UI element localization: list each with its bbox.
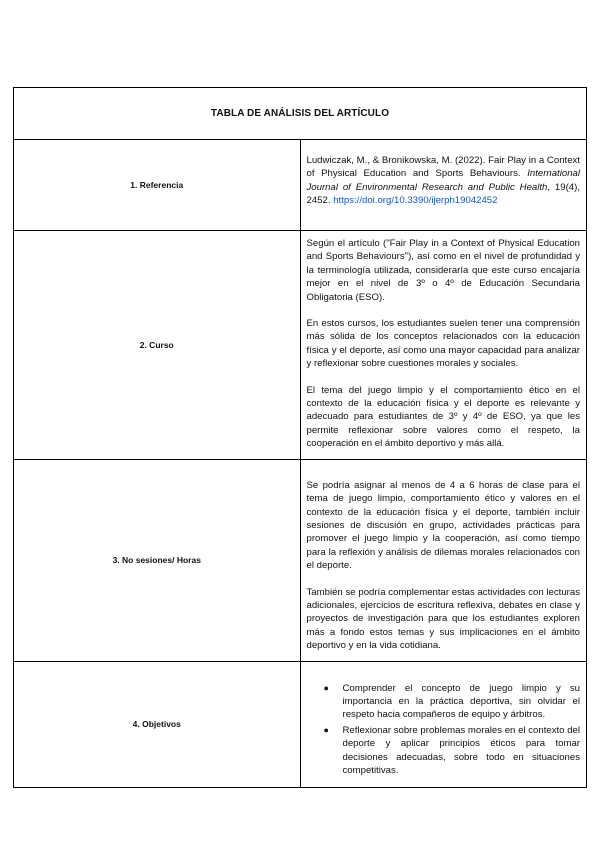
citation-tail: , 19(4), 2452. — [306, 181, 580, 207]
label-objetivos: 4. Objetivos — [14, 661, 301, 788]
objective-text-2: Reflexionar sobre problemas morales en el contexto del deporte y aplicar principios éticos para tomar decisiones adecuadas, sobre todo en situaciones competitivas. — [342, 724, 580, 776]
table-row-objetivos — [14, 661, 587, 788]
sesiones-paragraph-1: Se podría asignar al menos de 4 a 6 horas de clase para el tema de juego limpio, comportamiento ético y valores en el contexto de la educación física y el deporte, también incluir sesiones de discusión en grupo, actividades prácticas para promover el juego limpio y la cooperación, así como tiempo para la reflexión y análisis de dilemas morales relacionados con el deporte. — [306, 479, 580, 572]
list-item — [323, 724, 581, 778]
objective-text-1: Comprender el concepto de juego limpio y su importancia en la práctica deportiva, sin olvidar el respeto hacia compañeros de equipo y árbitros. — [342, 682, 580, 721]
curso-paragraph-1: Según el artículo ("Fair Play in a Context of Physical Education and Sports Behaviours"), así como en el nivel de profundidad y la terminología utilizada, consideraría que este curso encajaría mejor en el nivel de 3º o 4º de Educación Secundaria Obligatoria (ESO). — [306, 238, 580, 303]
table-row-referencia — [14, 140, 587, 231]
objectives-list — [307, 682, 581, 778]
bullet-icon: ● — [323, 724, 329, 735]
table-title: TABLA DE ANÁLISIS DEL ARTÍCULO — [14, 88, 587, 140]
analysis-table — [13, 87, 587, 788]
label-referencia: 1. Referencia — [14, 140, 301, 231]
content-sesiones — [300, 459, 587, 661]
content-curso — [300, 231, 587, 460]
content-referencia — [300, 140, 587, 231]
list-item — [323, 682, 581, 722]
sesiones-paragraph-2: También se podría complementar estas actividades con lecturas adicionales, ejercicios de escritura reflexiva, debates en clase y proyectos de investigación para que los estudiantes exploren más a fondo estos temas y sus implicaciones en el ámbito deportivo y en la vida cotidiana. — [306, 586, 580, 652]
citation-main: Ludwiczak, M., & Bronikowska, M. (2022). Fair Play in a Context of Physical Education and Sports Behaviours. — [306, 155, 580, 180]
citation-journal: International Journal of Environmental Research and Public Health — [306, 168, 580, 193]
curso-paragraph-3: El tema del juego limpio y el comportamiento ético en el contexto de la educación física y el deporte es relevante y adecuado para estudiantes de 3º y 4º de ESO, ya que les permite reflexionar sobre valores como el respeto, la cooperación en el ámbito deportivo y más allá. — [306, 384, 580, 450]
table-row-curso — [14, 231, 587, 460]
doi-link[interactable]: https://doi.org/10.3390/ijerph19042452 — [333, 195, 498, 207]
curso-paragraph-2: En estos cursos, los estudiantes suelen tener una comprensión más sólida de los conceptos relacionados con la educación física y el deporte, así como una mayor capacidad para analizar y reflexionar sobre cuestiones morales y sociales. — [306, 318, 580, 370]
label-sesiones: 3. No sesiones/ Horas — [14, 459, 301, 661]
table-row-sesiones — [14, 459, 587, 661]
label-curso: 2. Curso — [14, 231, 301, 460]
content-objetivos — [300, 661, 587, 788]
bullet-icon: ● — [323, 682, 329, 693]
